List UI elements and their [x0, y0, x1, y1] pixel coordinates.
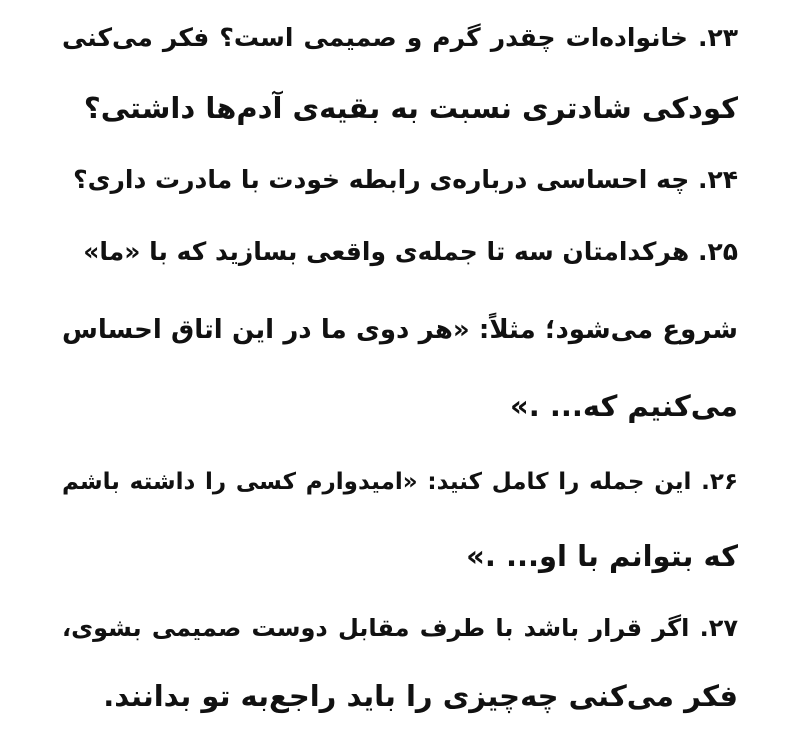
question-25-line-3: می‌کنیم که... .»: [509, 389, 738, 423]
question-26-line-1: ۲۶. این جمله را کامل کنید: «امیدوارم کسی را داشته باشم: [62, 469, 738, 495]
question-23-line-1: ۲۳. خانواده‌ات چقدر گرم و صمیمی است؟ فکر می‌کنی: [62, 23, 738, 52]
question-25-line-1: ۲۵. هرکدامتان سه تا جمله‌ی واقعی بسازید که با «ما»: [83, 237, 738, 266]
question-27-line-2: فکر می‌کنی چه‌چیزی را باید راجع‌به تو بدانند.: [103, 679, 738, 713]
question-24-line-1: ۲۴. چه احساسی درباره‌ی رابطه خودت با مادرت داری؟: [73, 165, 738, 194]
question-26-line-2: که بتوانم با او... .»: [466, 539, 738, 573]
question-23-line-2: کودکی شادتری نسبت به بقیه‌ی آدم‌ها داشتی؟: [83, 91, 738, 125]
question-25-line-2: شروع می‌شود؛ مثلاً: «هر دوی ما در این اتاق احساس: [62, 315, 738, 345]
question-27-line-1: ۲۷. اگر قرار باشد با طرف مقابل دوست صمیمی بشوی،: [62, 614, 738, 642]
